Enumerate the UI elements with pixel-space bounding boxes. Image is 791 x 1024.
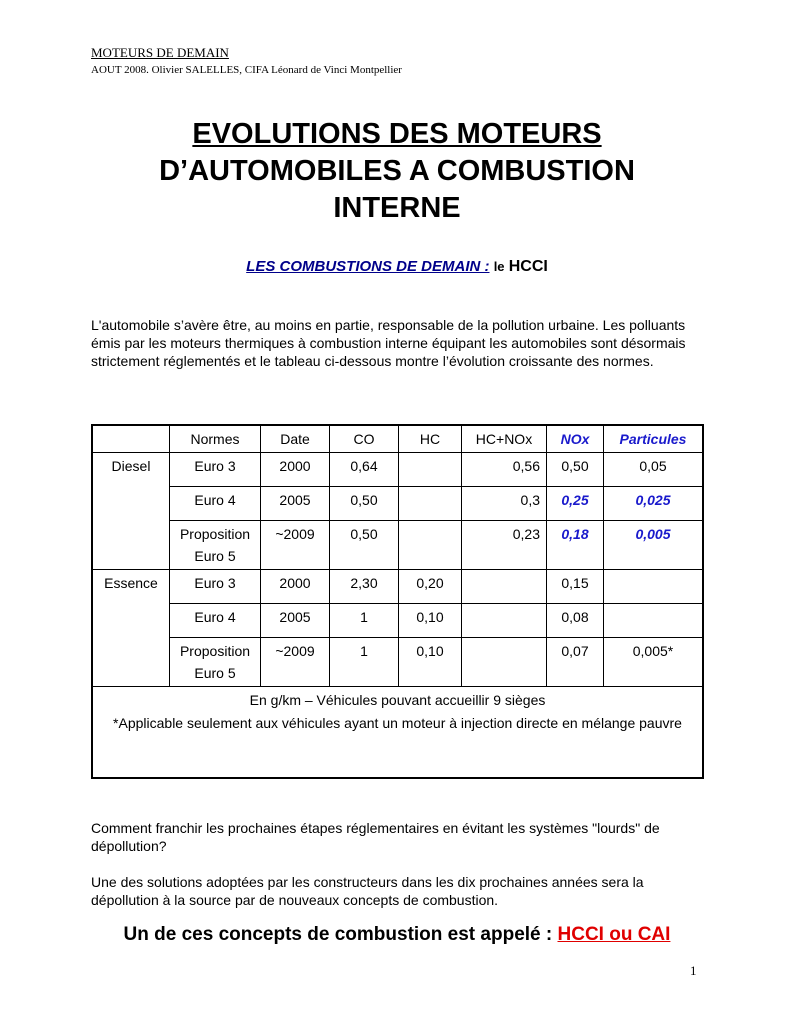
header-cell-co: CO [330, 425, 399, 453]
cell-norme: Euro 4 [170, 604, 261, 638]
cell-date: 2005 [261, 487, 330, 521]
table-row [92, 487, 703, 521]
cell-co: 0,50 [330, 487, 399, 521]
cell-particules [604, 570, 704, 604]
cell-norme: Euro 4 [170, 487, 261, 521]
table-note-units: En g/km – Véhicules pouvant accueillir 9 sièges [249, 692, 546, 708]
emission-norms-table [91, 424, 704, 779]
cell-hc [399, 487, 462, 521]
title-line-1: EVOLUTIONS DES MOTEURS [192, 118, 602, 150]
cell-co: 2,30 [330, 570, 399, 604]
cell-norme [170, 638, 261, 687]
concept-statement [91, 924, 703, 946]
cell-nox: 0,25 [547, 487, 604, 521]
table-row [92, 570, 703, 604]
header-cell-empty [92, 425, 170, 453]
concept-highlight: HCCI ou CAI [557, 924, 671, 945]
cell-nox: 0,50 [547, 453, 604, 487]
header-cell-nox: NOx [547, 425, 604, 453]
cell-nox: 0,18 [547, 521, 604, 570]
cell-hcnox: 0,23 [462, 521, 547, 570]
title-line-2: D’AUTOMOBILES A COMBUSTION [159, 155, 635, 187]
cell-date: 2000 [261, 570, 330, 604]
cell-hcnox [462, 604, 547, 638]
cell-norme: Euro 3 [170, 570, 261, 604]
cell-particules: 0,005* [604, 638, 704, 687]
cell-hc [399, 453, 462, 487]
cell-date: 2000 [261, 453, 330, 487]
cell-hcnox [462, 570, 547, 604]
cell-hc: 0,10 [399, 604, 462, 638]
solution-paragraph: Une des solutions adoptées par les constructeurs dans les dix prochaines années sera la dépollution à la source par de nouveaux concepts de combustion. [91, 874, 644, 908]
cell-hcnox [462, 638, 547, 687]
intro-paragraph: L'automobile s’avère être, au moins en partie, responsable de la pollution urbaine. Les polluants émis par les moteurs thermiques à combustion interne équipant les automobiles sont désormais strictement réglementés et le tableau ci-dessous montre l’évolution croissante des normes. [91, 317, 686, 369]
cell-hc [399, 521, 462, 570]
cell-hc: 0,10 [399, 638, 462, 687]
table-note [92, 687, 703, 779]
cell-hcnox: 0,3 [462, 487, 547, 521]
question-paragraph: Comment franchir les prochaines étapes réglementaires en évitant les systèmes "lourds" de dépollution? [91, 820, 660, 854]
header-cell-hc: HC [399, 425, 462, 453]
header-cell-normes: Normes [170, 425, 261, 453]
cell-nox: 0,07 [547, 638, 604, 687]
cell-norme-line-2: Euro 5 [194, 548, 236, 564]
cell-date: ~2009 [261, 521, 330, 570]
cell-co: 1 [330, 604, 399, 638]
cell-date: ~2009 [261, 638, 330, 687]
header-cell-hcnox: HC+NOx [462, 425, 547, 453]
cell-particules: 0,005 [604, 521, 704, 570]
cell-particules: 0,05 [604, 453, 704, 487]
cell-particules: 0,025 [604, 487, 704, 521]
subtitle-topic: HCCI [508, 258, 548, 275]
cell-particules [604, 604, 704, 638]
section-heading: LES COMBUSTIONS DE DEMAIN : [246, 258, 490, 275]
page-number: 1 [690, 963, 697, 978]
header-cell-particules: Particules [604, 425, 704, 453]
table-row [92, 521, 703, 570]
table-note-footnote: *Applicable seulement aux véhicules ayant un moteur à injection directe en mélange pauvre [113, 715, 682, 731]
fuel-label-diesel: Diesel [92, 453, 170, 570]
cell-norme-line-1: Proposition [179, 643, 251, 659]
page-title [91, 116, 703, 227]
cell-norme-line-1: Proposition [179, 526, 251, 542]
table-row [92, 604, 703, 638]
table-row [92, 638, 703, 687]
cell-norme-line-2: Euro 5 [194, 665, 236, 681]
cell-co: 1 [330, 638, 399, 687]
cell-hc: 0,20 [399, 570, 462, 604]
cell-norme [170, 521, 261, 570]
document-header-title: MOTEURS DE DEMAIN [91, 45, 229, 60]
cell-nox: 0,15 [547, 570, 604, 604]
subtitle-article: le [493, 259, 505, 274]
title-line-3: INTERNE [333, 192, 461, 224]
table-header-row [92, 425, 703, 453]
table-row [92, 453, 703, 487]
table-note-row [92, 687, 703, 779]
cell-hcnox: 0,56 [462, 453, 547, 487]
header-cell-date: Date [261, 425, 330, 453]
document-header-author: AOUT 2008. Olivier SALELLES, CIFA Léonard de Vinci Montpellier [91, 64, 402, 76]
cell-co: 0,50 [330, 521, 399, 570]
cell-co: 0,64 [330, 453, 399, 487]
section-subtitle [91, 258, 703, 276]
cell-date: 2005 [261, 604, 330, 638]
fuel-label-essence: Essence [92, 570, 170, 687]
concept-text: Un de ces concepts de combustion est appelé : [123, 924, 553, 945]
cell-norme: Euro 3 [170, 453, 261, 487]
cell-nox: 0,08 [547, 604, 604, 638]
